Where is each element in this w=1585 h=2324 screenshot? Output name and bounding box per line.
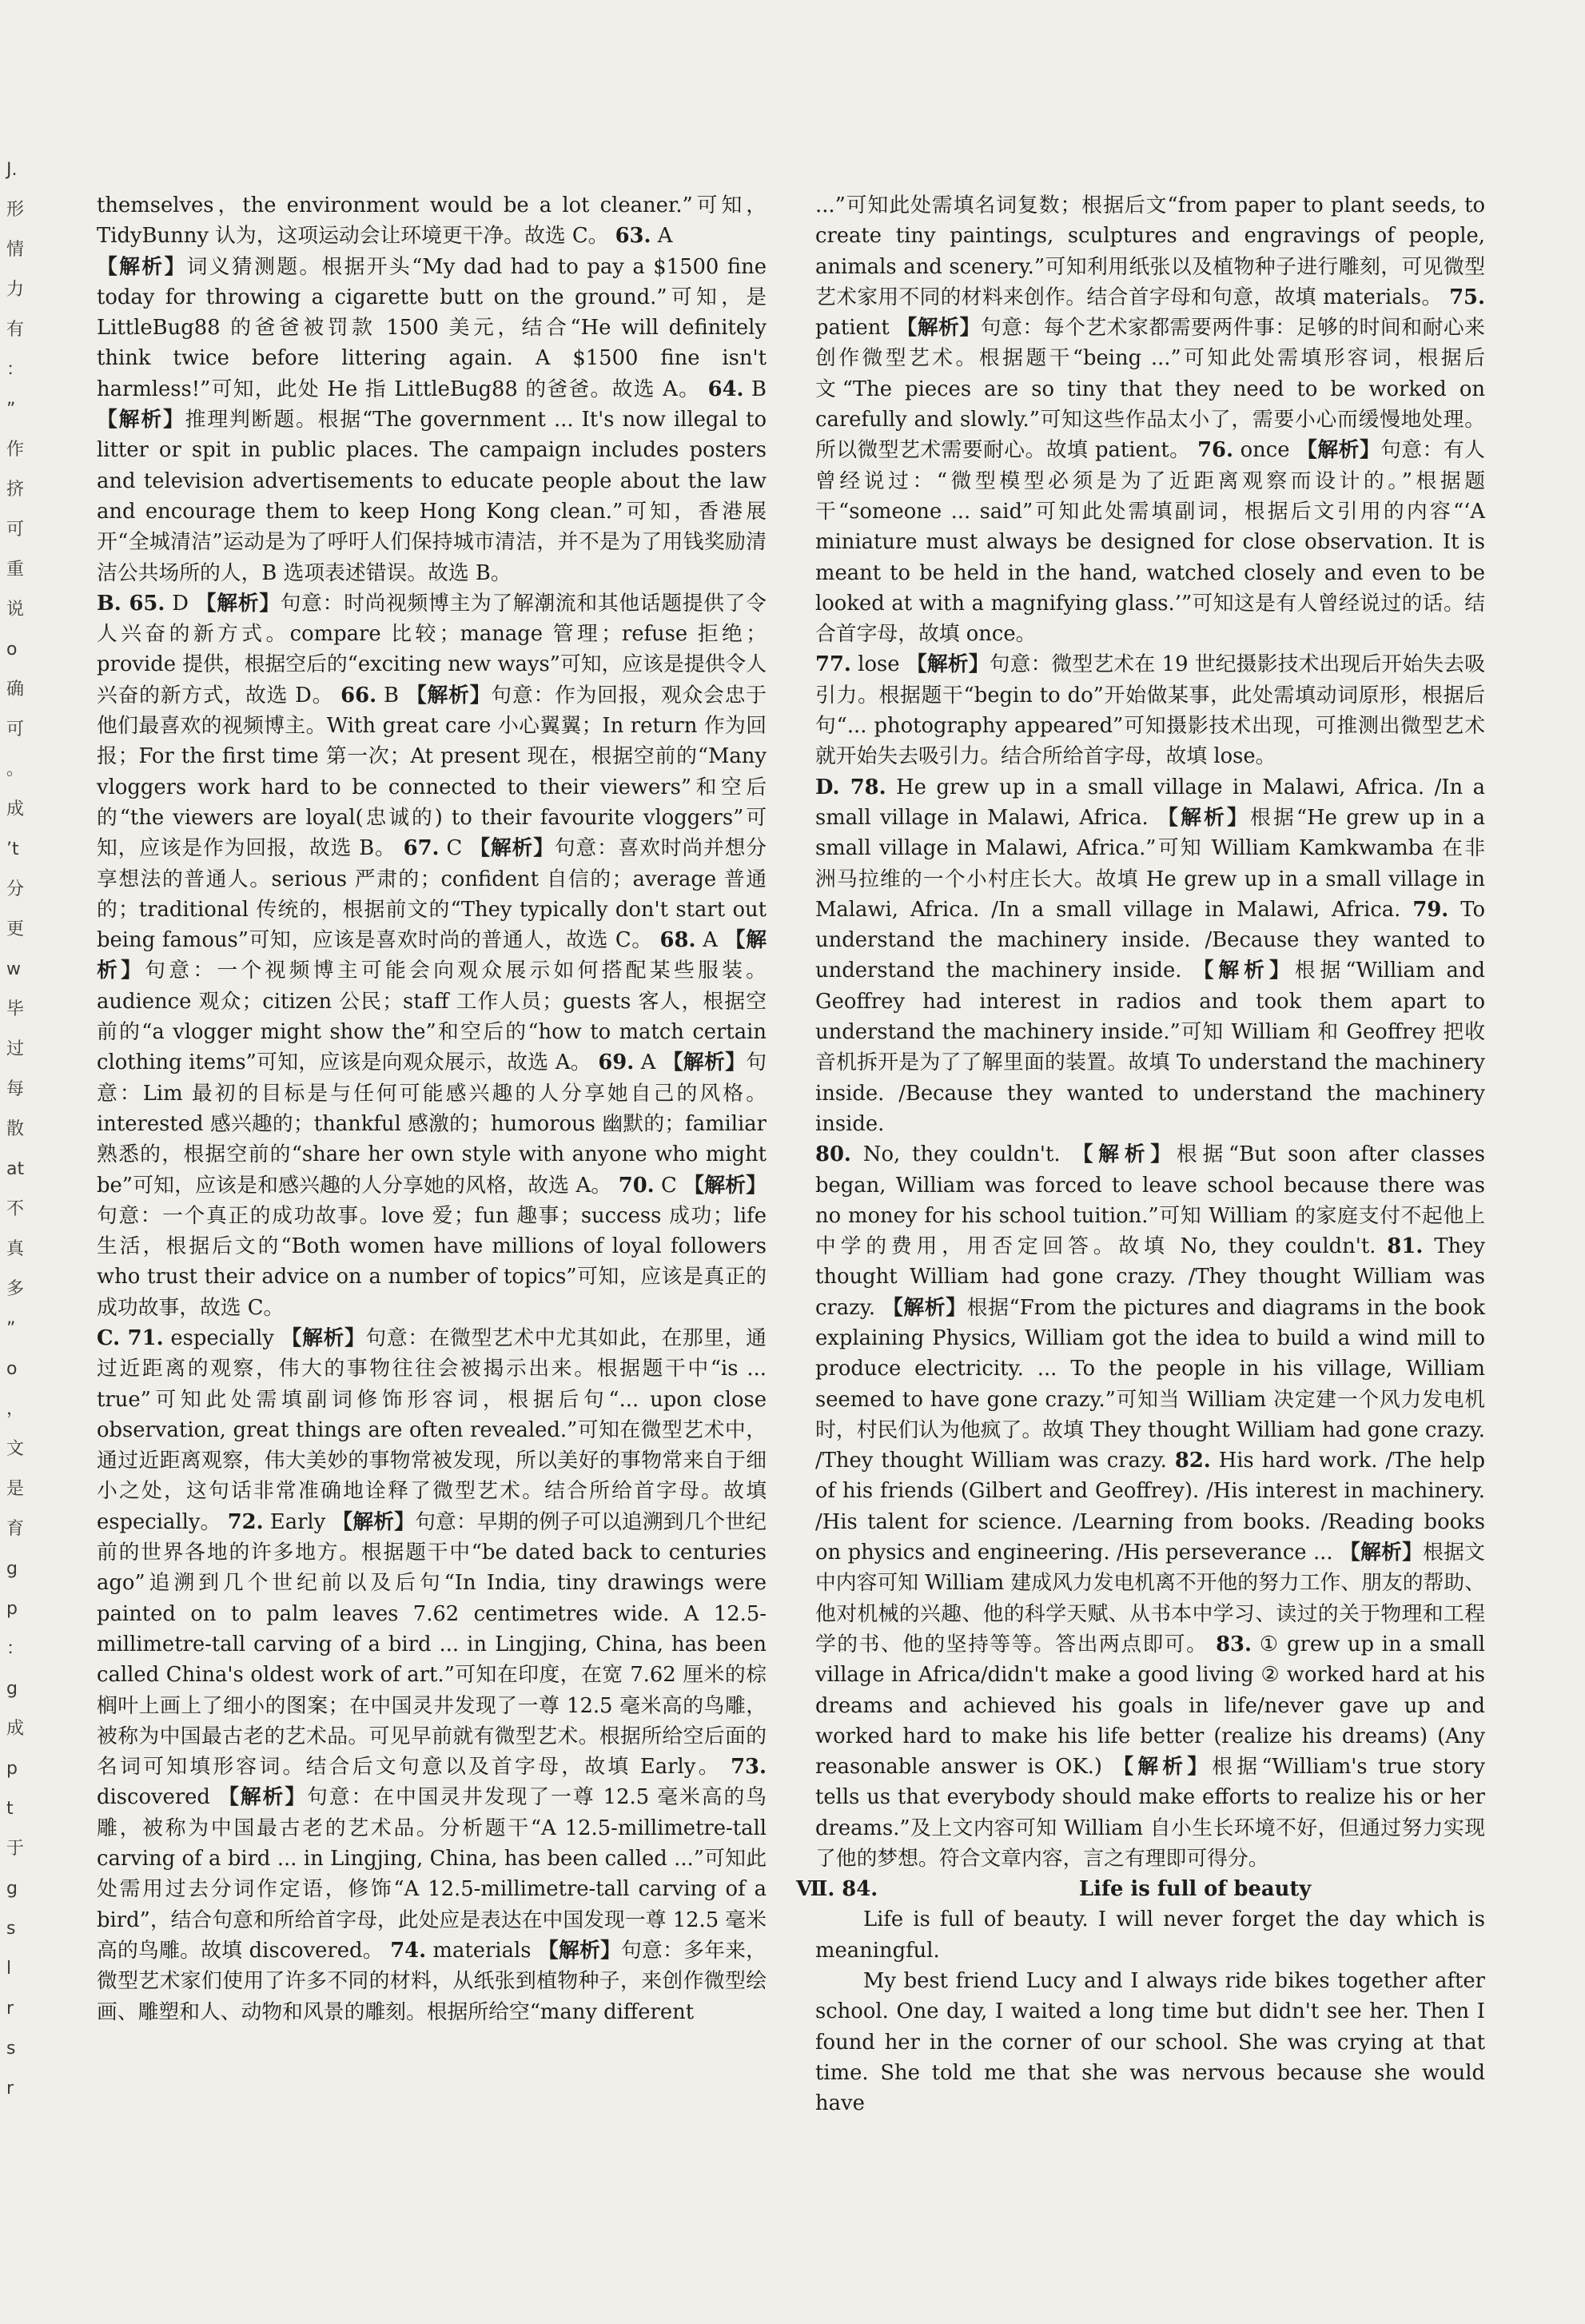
edge-fragment: o bbox=[6, 640, 18, 660]
left-paragraph-1: themselves，the environment would be a lot cleaner.”可知，TidyBunny 认为，这项运动会让环境更干净。故选 C。 63. A bbox=[97, 193, 767, 249]
right-paragraph-80: 80. No, they couldn't. 【解析】根据“But soon after classes began, William was forced to leave school because there was no money for his school tuition.”可知 William 的家庭支付不起他上中学的费用，用否定回答。故填 No, they couldn't. 81. They thought William had gone crazy. /They thought William was crazy. 【解析】根据“From the pictures and diagrams in the book explaining Physics, William got the idea to build a wind mill to produce electricity. ... To the people in his village, William seemed to have gone crazy.”可知当 William 决定建一个风力发电机时，村民们认为他疯了。故填 They thought William had gone crazy. /They thought William was crazy. 82. His hard work. /The help of his friends (Gilbert and Geoffrey). /His interest in machinery. /His talent for science. /Learning from books. /Reading books on physics and engineering. /His perseverance ... 【解析】根据文中内容可知 William 建成风力发电机离不开他的努力工作、朋友的帮助、他对机械的兴趣、他的科学天赋、从书本中学习、读过的关于物理和工程学的书、他的坚持等等。答出两点即可。 83. ① grew up in a small village in Africa/didn't make a good living ② worked hard at his dreams and achieved his goals in life/never gave up and worked hard to make his life better (realize his dreams) (Any reasonable answer is OK.) 【解析】根据“William's true story tells us that everybody should make efforts to realize his or her dreams.”及上文内容可知 William 自小生长环境不好，但通过努力实现了他的梦想。符合文章内容，言之有理即可得分。 bbox=[815, 1142, 1485, 1872]
edge-fragment: l bbox=[6, 1959, 12, 1979]
edge-fragment: 文 bbox=[6, 1439, 25, 1459]
essay-paragraph-2: My best friend Lucy and I always ride bikes together after school. One day, I waited a long time but didn't see her. Then I found her in the corner of our school. She was crying at that time. She told me that she was nervous because she would have bbox=[815, 1968, 1485, 2116]
left-paragraph-2: 【解析】词义猜测题。根据开头“My dad had to pay a $1500 fine today for throwing a cigarette butt on the ground.”可知，是 LittleBug88 的爸爸被罚款 1500 美元，结合“He will definitely think twice before littering again. A $1500 fine isn't harmless!”可知，此处 He 指 LittleBug88 的爸爸。故选 A。 64. B 【解析】推理判断题。根据“The government ... It's now illegal to litter or spit in public places. The campaign includes posters and television advertisements to educate people about the law and encourage them to keep Hong Kong clean.”可知，香港展开“全城清洁”运动是为了呼吁人们保持城市清洁，并不是为了用钱奖励清洁公共场所的人，B 选项表述错误。故选 B。 bbox=[97, 254, 767, 585]
edge-fragment: p bbox=[6, 1759, 18, 1779]
edge-fragment: 育 bbox=[6, 1519, 25, 1539]
edge-fragment: t bbox=[6, 1799, 14, 1819]
edge-fragment: 确 bbox=[6, 680, 25, 700]
edge-fragment: 挤 bbox=[6, 480, 25, 500]
edge-fragment: 多 bbox=[6, 1279, 25, 1299]
edge-fragment: s bbox=[6, 2039, 16, 2059]
edge-fragment: 是 bbox=[6, 1479, 25, 1499]
edge-fragment: 说 bbox=[6, 600, 25, 620]
right-section-d: D. 78. He grew up in a small village in Malawi, Africa. /In a small village in Malawi, Africa. 【解析】根据“He grew up in a small village in Malawi, Africa.”可知 William Kamkwamba 在非洲马拉维的一个小村庄长大。故填 He grew up in a small village in Malawi, Africa. /In a small village in Malawi, Africa. 79. To understand the machinery inside. /Because they wanted to understand the machinery inside. 【解析】根据“William and Geoffrey had interest in radios and took them apart to understand the machinery inside.”可知 William 和 Geoffrey 把收音机拆开是为了了解里面的装置。故填 To understand the machinery inside. /Because they wanted to understand the machinery inside. bbox=[815, 775, 1485, 1136]
edge-fragment: J. bbox=[6, 160, 18, 180]
edge-fragment: 。 bbox=[6, 759, 25, 779]
edge-fragment: 力 bbox=[6, 280, 25, 300]
edge-fragment: 成 bbox=[6, 799, 25, 819]
edge-fragment: g bbox=[6, 1679, 18, 1699]
edge-fragment: 情 bbox=[6, 240, 25, 260]
left-column bbox=[97, 190, 767, 2027]
adjacent-page-edge bbox=[0, 160, 40, 2127]
edge-fragment: 重 bbox=[6, 560, 25, 580]
essay-title: Life is full of beauty bbox=[1079, 1877, 1312, 1902]
edge-fragment: 形 bbox=[6, 200, 25, 220]
edge-fragment: 散 bbox=[6, 1119, 25, 1139]
edge-fragment: 分 bbox=[6, 879, 25, 899]
edge-fragment: 真 bbox=[6, 1239, 25, 1259]
edge-fragment: 过 bbox=[6, 1039, 25, 1059]
edge-fragment: r bbox=[6, 2079, 14, 2099]
essay-heading bbox=[796, 1874, 1485, 1904]
edge-fragment: ： bbox=[6, 1639, 25, 1659]
edge-fragment: 更 bbox=[6, 919, 25, 939]
essay-number: Ⅶ. 84. bbox=[796, 1877, 878, 1902]
left-section-b: B. 65. D 【解析】句意：时尚视频博主为了解潮流和其他话题提供了令人兴奋的新方式。compare 比较；manage 管理；refuse 拒绝；provide 提供，根据空后的“exciting new ways”可知，应该是提供令人兴奋的新方式，故选 D。 66. B 【解析】句意：作为回报，观众会忠于他们最喜欢的视频博主。With great care 小心翼翼；In return 作为回报；For the first time 第一次；At present 现在，根据空前的“Many vloggers work hard to be connected to their viewers”和空后的“the viewers are loyal(忠诚的) to their favourite vloggers”可知，应该是作为回报，故选 B。 67. C 【解析】句意：喜欢时尚并想分享想法的普通人。serious 严肃的；confident 自信的；average 普通的；traditional 传统的，根据前文的“They typically don't start out being famous”可知，应该是喜欢时尚的普通人，故选 C。 68. A 【解析】句意：一个视频博主可能会向观众展示如何搭配某些服装。audience 观众；citizen 公民；staff 工作人员；guests 客人，根据空前的“a vlogger might show the”和空后的“how to match certain clothing items”可知，应该是向观众展示，故选 A。 69. A 【解析】句意：Lim 最初的目标是与任何可能感兴趣的人分享她自己的风格。interested 感兴趣的；thankful 感激的；humorous 幽默的；familiar 熟悉的，根据空前的“share her own style with anyone who might be”可知，应该是和感兴趣的人分享她的风格，故选 A。 70. C 【解析】句意：一个真正的成功故事。love 爱；fun 趣事；success 成功；life 生活，根据后文的“Both women have millions of loyal followers who trust their advice on a number of topics”可知，应该是真正的成功故事，故选 C。 bbox=[97, 591, 767, 1320]
edge-fragment: at bbox=[6, 1159, 25, 1179]
edge-fragment: g bbox=[6, 1879, 18, 1899]
right-paragraph-1: ...”可知此处需填名词复数；根据后文“from paper to plant seeds, to create tiny paintings, sculptures and engravings of people, animals and scenery.”可知利用纸张以及植物种子进行雕刻，可见微型艺术家用不同的材料来创作。结合首字母和句意，故填 materials。 75. patient 【解析】句意：每个艺术家都需要两件事：足够的时间和耐心来创作微型艺术。根据题干“being ...”可知此处需填形容词，根据后文“The pieces are so tiny that they need to be worked on carefully and slowly.”可知这些作品太小了，需要小心而缓慢地处理。所以微型艺术需要耐心。故填 patient。 76. once 【解析】句意：有人曾经说过：“微型模型必须是为了近距离观察而设计的。”根据题干“someone ... said”可知此处需填副词，根据后文引用的内容“‘A miniature must always be designed for close observation. It is meant to be held in the hand, watched closely and even to be looked at with a magnifying glass.’”可知这是有人曾经说过的话。结合首字母，故填 once。 bbox=[815, 193, 1485, 647]
edge-fragment: 作 bbox=[6, 440, 25, 460]
edge-fragment: 可 bbox=[6, 720, 25, 739]
edge-fragment: ， bbox=[6, 1399, 25, 1419]
edge-fragment: p bbox=[6, 1599, 18, 1619]
edge-fragment: ： bbox=[6, 360, 25, 380]
edge-fragment: ’t bbox=[6, 839, 19, 859]
edge-fragment: ” bbox=[6, 1319, 16, 1339]
edge-fragment: 成 bbox=[6, 1719, 25, 1739]
edge-fragment: o bbox=[6, 1359, 18, 1379]
edge-fragment: 可 bbox=[6, 520, 25, 540]
edge-fragment: ” bbox=[6, 400, 16, 420]
edge-fragment: 每 bbox=[6, 1079, 25, 1099]
essay-paragraph-1: Life is full of beauty. I will never forget the day which is meaningful. bbox=[815, 1907, 1485, 1963]
edge-fragment: s bbox=[6, 1919, 16, 1939]
edge-fragment: 于 bbox=[6, 1839, 25, 1859]
edge-fragment: g bbox=[6, 1559, 18, 1579]
edge-fragment: 毕 bbox=[6, 999, 25, 1019]
edge-fragment: w bbox=[6, 959, 21, 979]
right-paragraph-77: 77. lose 【解析】句意：微型艺术在 19 世纪摄影技术出现后开始失去吸引力。根据题干“begin to do”开始做某事，此处需填动词原形，根据后句“... photography appeared”可知摄影技术出现，可推测出微型艺术就开始失去吸引力。结合所给首字母，故填 lose。 bbox=[815, 652, 1485, 769]
edge-fragment: r bbox=[6, 1999, 14, 2019]
edge-fragment: 不 bbox=[6, 1199, 25, 1219]
right-column bbox=[796, 190, 1485, 2119]
edge-fragment: 有 bbox=[6, 320, 25, 340]
left-section-c: C. 71. especially 【解析】句意：在微型艺术中尤其如此，在那里，通过近距离的观察，伟大的事物往往会被揭示出来。根据题干中“is ... true”可知此处需填副词修饰形容词，根据后句“... upon close observation, great things are often revealed.”可知在微型艺术中，通过近距离观察，伟大美妙的事物常被发现，所以美好的事物常来自于细小之处，这句话非常准确地诠释了微型艺术。结合所给首字母。故填 especially。 72. Early 【解析】句意：早期的例子可以追溯到几个世纪前的世界各地的许多地方。根据题干中“be dated back to centuries ago”追溯到几个世纪前以及后句“In India, tiny drawings were painted on to palm leaves 7.62 centimetres wide. A 12.5-millimetre-tall carving of a bird ... in Lingjing, China, has been called China's oldest work of art.”可知在印度，在宽 7.62 厘米的棕榈叶上画上了细小的图案；在中国灵井发现了一尊 12.5 毫米高的鸟雕，被称为中国最古老的艺术品。可见早前就有微型艺术。根据所给空后面的名词可知填形容词。结合后文句意以及首字母，故填 Early。 73. discovered 【解析】句意：在中国灵井发现了一尊 12.5 毫米高的鸟雕，被称为中国最古老的艺术品。分析题干“A 12.5-millimetre-tall carving of a bird ... in Lingjing, China, has been called ...”可知此处需用过去分词作定语，修饰“A 12.5-millimetre-tall carving of a bird”，结合句意和所给首字母，此处应是表达在中国发现一尊 12.5 毫米高的鸟雕。故填 discovered。 74. materials 【解析】句意：多年来，微型艺术家们使用了许多不同的材料，从纸张到植物种子，来创作微型绘画、雕塑和人、动物和风景的雕刻。根据所给空“many different bbox=[97, 1325, 767, 2024]
